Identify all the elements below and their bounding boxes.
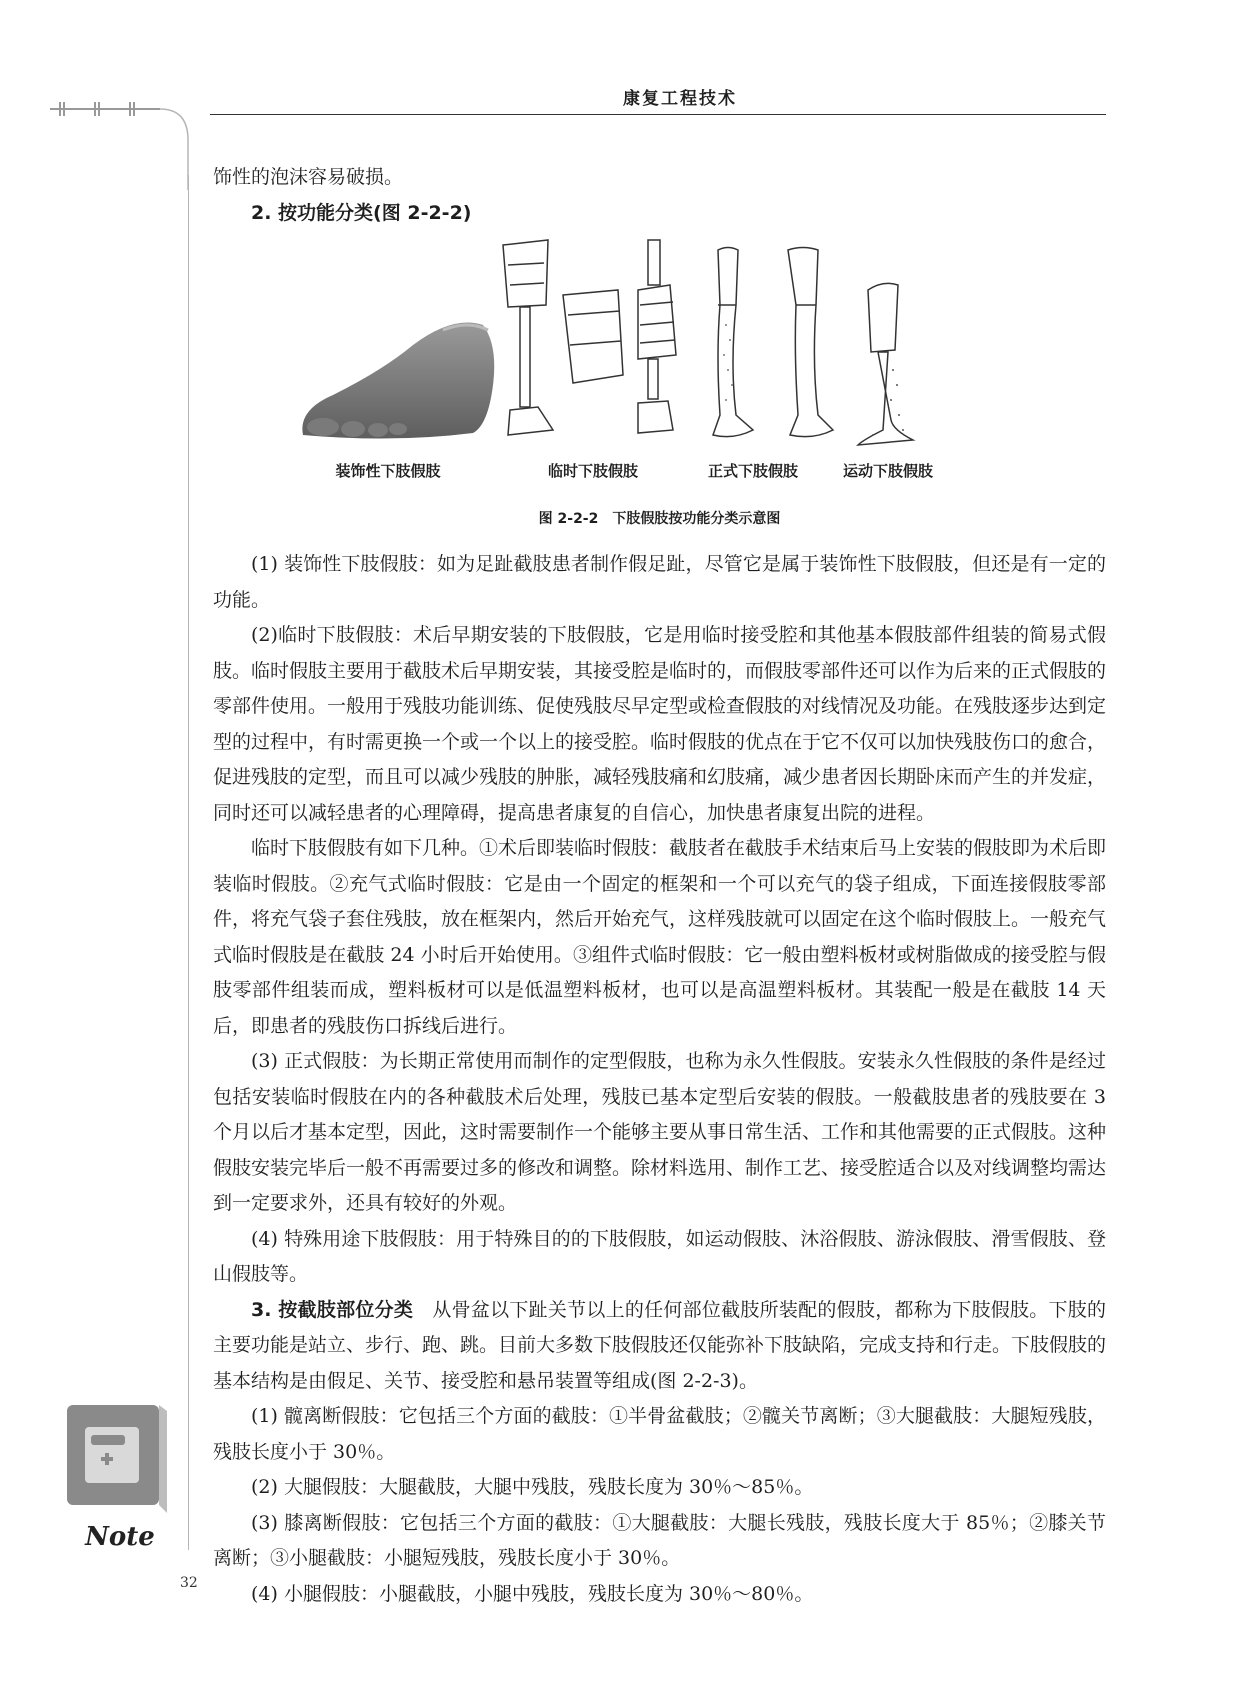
definitive-prosthesis-image xyxy=(708,245,838,455)
paragraph-by-site-text: 从骨盆以下趾关节以上的任何部位截肢所装配的假肢，都称为下肢假肢。下肢的主要功能是站立、步行、跑、跳。目前大多数下肢假肢还仅能弥补下肢缺陷，完成支持和行走。下肢假肢的基本结构是由假足、关节、接受腔和悬吊装置等组成(图 2-2-3)。 xyxy=(213,1298,1107,1392)
section-heading-function: 2. 按功能分类(图 2-2-2) xyxy=(251,201,472,224)
paragraph-knee-disarticulation: (3) 膝离断假肢：它包括三个方面的截肢：①大腿截肢：大腿长残肢，残肢长度大于 85％；②膝关节离断；③小腿截肢：小腿短残肢，残肢长度小于 30％。 xyxy=(213,1511,1106,1569)
cosmetic-prosthesis-image xyxy=(293,315,503,445)
running-header-title: 康复工程技术 xyxy=(623,89,737,109)
paragraph-definitive: (3) 正式假肢：为长期正常使用而制作的定型假肢，也称为永久性假肢。安装永久性假肢的条件是经过包括安装临时假肢在内的各种截肢术后处理，残肢已基本定型后安装的假肢。一般截肢患者的残肢要在 3 个月以后才基本定型，因此，这时需要制作一个能够主要从事日常生活、工作和其他需要的正式假肢。这种假肢安装完毕后一般不再需要过多的修改和调整。除材料选用、制作工艺、接受腔适合以及对线调整均需达到一定要求外，还具有较好的外观。 xyxy=(213,1050,1107,1214)
temporary-prosthesis-image xyxy=(498,235,698,455)
paragraph-special: (4) 特殊用途下肢假肢：用于特殊目的的下肢假肢，如运动假肢、沐浴假肢、游泳假肢、滑雪假肢、登山假肢等。 xyxy=(213,1227,1106,1285)
paragraph-transtibial: (4) 小腿假肢：小腿截肢，小腿中残肢，残肢长度为 30％～80％。 xyxy=(251,1582,814,1605)
paragraph-temporary-types: 临时下肢假肢有如下几种。①术后即装临时假肢：截肢者在截肢手术结束后马上安装的假肢即为术后即装临时假肢。②充气式临时假肢：它是由一个固定的框架和一个可以充气的袋子组成，下面连接假肢零部件，将充气袋子套住残肢，放在框架内，然后开始充气，这样残肢就可以固定在这个临时假肢上。一般充气式临时假肢是在截肢 24 小时后开始使用。③组件式临时假肢：它一般由塑料板材或树脂做成的接受腔与假肢零部件组装而成，塑料板材可以是低温塑料板材，也可以是高温塑料板材。其装配一般是在截肢 14 天后，即患者的残肢伤口拆线后进行。 xyxy=(213,837,1107,1037)
section-heading-by-site: 3. 按截肢部位分类 xyxy=(251,1298,414,1321)
figure-caption: 图 2-2-2 下肢假肢按功能分类示意图 xyxy=(538,511,781,527)
page-content xyxy=(213,160,1106,1612)
paragraph-hip-disarticulation: (1) 髋离断假肢：它包括三个方面的截肢：①半骨盆截肢；②髋关节离断；③大腿截肢：大腿短残肢，残肢长度小于 30％。 xyxy=(213,1405,1106,1463)
paragraph-cosmetic: (1) 装饰性下肢假肢：如为足趾截肢患者制作假足趾，尽管它是属于装饰性下肢假肢，但还是有一定的功能。 xyxy=(213,553,1106,611)
margin-decoration xyxy=(50,100,190,190)
note-badge-icon xyxy=(67,1405,167,1515)
header-rule xyxy=(210,114,1106,115)
figure-label-sports: 运动下肢假肢 xyxy=(842,462,933,480)
paragraph-transfemoral: (2) 大腿假肢：大腿截肢，大腿中残肢，残肢长度为 30％～85％。 xyxy=(251,1476,814,1498)
paragraph-by-site xyxy=(213,1293,1106,1400)
sports-prosthesis-image xyxy=(853,280,943,455)
figure-label-definitive: 正式下肢假肢 xyxy=(707,462,798,480)
page-number: 32 xyxy=(180,1575,198,1591)
figure-2-2-2 xyxy=(213,235,1106,547)
note-label: Note xyxy=(85,1522,155,1552)
figure-label-cosmetic: 装饰性下肢假肢 xyxy=(335,462,441,480)
paragraph-intro: 饰性的泡沫容易破损。 xyxy=(213,166,404,188)
paragraph-temporary: (2)临时下肢假肢：术后早期安装的下肢假肢，它是用临时接受腔和其他基本假肢部件组装的简易式假肢。临时假肢主要用于截肢术后早期安装，其接受腔是临时的，而假肢零部件还可以作为后来的正式假肢的零部件使用。一般用于残肢功能训练、促使残肢尽早定型或检查假肢的对线情况及功能。在残肢逐步达到定型的过程中，有时需更换一个或一个以上的接受腔。临时假肢的优点在于它不仅可以加快残肢伤口的愈合，促进残肢的定型，而且可以减少残肢的肿胀，减轻残肢痛和幻肢痛，减少患者因长期卧床而产生的并发症，同时还可以减轻患者的心理障碍，提高患者康复的自信心，加快患者康复出院的进程。 xyxy=(213,624,1107,824)
figure-label-temporary: 临时下肢假肢 xyxy=(547,462,638,480)
margin-rule xyxy=(188,175,189,1550)
